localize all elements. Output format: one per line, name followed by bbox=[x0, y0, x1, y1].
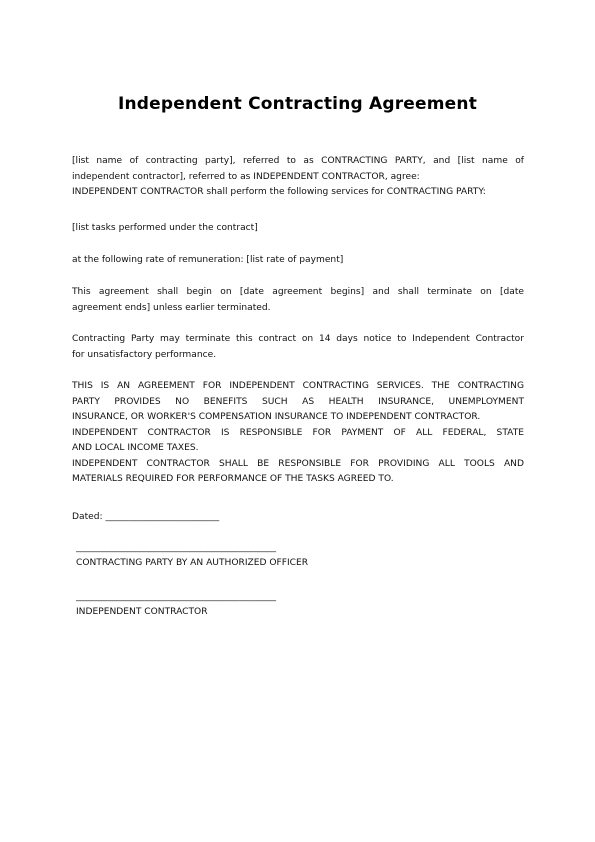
disclaimer-line-4: INDEPENDENT CONTRACTOR IS RESPONSIBLE FOR PAYMENT OF ALL FEDERAL, STATE bbox=[72, 427, 524, 438]
termination-line-1: Contracting Party may terminate this contract on 14 days notice to Independent Contractor bbox=[72, 334, 524, 344]
disclaimer-line-3: INSURANCE, OR WORKER'S COMPENSATION INSURANCE TO INDEPENDENT CONTRACTOR. bbox=[72, 412, 481, 422]
intro-line-1: [list name of contracting party], referred to as CONTRACTING PARTY, and [list name of bbox=[72, 156, 524, 166]
contractor-signature-label: INDEPENDENT CONTRACTOR bbox=[76, 607, 208, 617]
contractor-signature-line: ____________________________________________ bbox=[76, 592, 277, 602]
disclaimer-line-7: MATERIALS REQUIRED FOR PERFORMANCE OF THE TASKS AGREED TO. bbox=[72, 474, 394, 484]
termination-paragraph bbox=[72, 332, 524, 363]
term-line-2: agreement ends] unless earlier terminated. bbox=[72, 302, 271, 313]
disclaimer-paragraph bbox=[72, 379, 524, 488]
tasks-text: [list tasks performed under the contract] bbox=[72, 223, 258, 233]
term-line-1: This agreement shall begin on [date agreement begins] and shall terminate on [date bbox=[72, 287, 524, 297]
intro-line-3: INDEPENDENT CONTRACTOR shall perform the following services for CONTRACTING PARTY: bbox=[72, 187, 486, 197]
disclaimer-line-1: THIS IS AN AGREEMENT FOR INDEPENDENT CONTRACTING SERVICES. THE CONTRACTING bbox=[72, 381, 524, 391]
tasks-paragraph bbox=[72, 221, 524, 237]
rate-text: at the following rate of remuneration: [list rate of payment] bbox=[72, 255, 344, 265]
disclaimer-line-5: AND LOCAL INCOME TAXES. bbox=[72, 443, 199, 453]
term-paragraph bbox=[72, 285, 524, 316]
dated-field: Dated: _________________________ bbox=[72, 512, 220, 522]
disclaimer-line-6: INDEPENDENT CONTRACTOR SHALL BE RESPONSIBLE FOR PROVIDING ALL TOOLS AND bbox=[72, 458, 524, 469]
party-signature-line: ____________________________________________ bbox=[76, 543, 277, 553]
disclaimer-line-2: PARTY PROVIDES NO BENEFITS SUCH AS HEALTH INSURANCE, UNEMPLOYMENT bbox=[72, 396, 524, 407]
intro-paragraph bbox=[72, 154, 524, 201]
rate-paragraph bbox=[72, 253, 524, 269]
document-title: Independent Contracting Agreement bbox=[117, 94, 478, 114]
termination-line-2: for unsatisfactory performance. bbox=[72, 349, 217, 360]
party-signature-label: CONTRACTING PARTY BY AN AUTHORIZED OFFICER bbox=[76, 558, 309, 568]
intro-line-2: independent contractor], referred to as INDEPENDENT CONTRACTOR, agree: bbox=[72, 171, 420, 182]
